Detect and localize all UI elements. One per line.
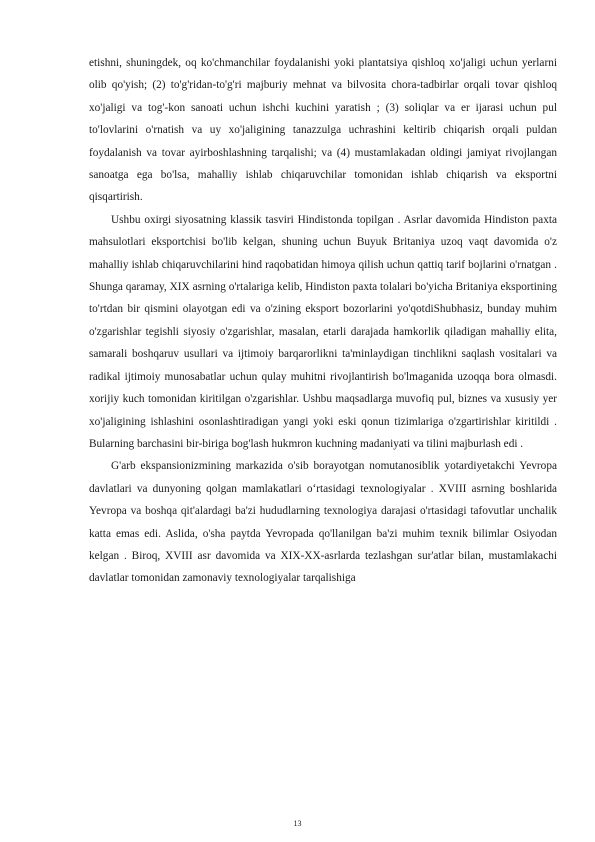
paragraph-western-expansionism: G'arb ekspansionizmining markazida o'sib borayotgan nomutanosiblik yotardiyetakchi Yevropa davlatlari va dunyoning qolgan mamlakatlari o‘rtasidagi texnologiyalar . XVIII asrning boshlarida Yevropa va boshqa qit'alardagi ba'zi hududlarning texnologiya darajasi o'rtasidagi tafovutlar unchalik katta emas edi. Aslida, o'sha paytda Yevropada qo'llanilgan ba'zi muhim texnik bilimlar Osiyodan kelgan . Biroq, XVIII asr davomida va XIX-XX-asrlarda tezlashgan sur'atlar bilan, mustamlakachi davlatlar tomonidan zamonaviy texnologiyalar tarqalishiga	[89, 460, 557, 585]
paragraph-continuation: etishni, shuningdek, oq ko'chmanchilar foydalanishi yoki plantatsiya qishloq xo'jaligi uchun yerlarni olib qo'yish; (2) to'g'ridan-to'g'ri majburiy mehnat va bilvosita chora-tadbirlar orqali tovar qishloq xo'jaligi va tog'-kon sanoati uchun ishchi kuchini yaratish ; (3) soliqlar va er ijarasi uchun pul to'lovlarini o'rnatish va uy xo'jaligining tanazzulga uchrashini keltirib chiqarish orqali puldan foydalanish va tovar ayirboshlashning tarqalishi; va (4) mustamlakadan oldingi jamiyat rivojlangan sanoatga ega bo'lsa, mahalliy ishlab chiqaruvchilar tomonidan ishlab chiqarish va eksportni qisqartirish.	[89, 57, 557, 204]
document-body	[89, 52, 557, 590]
paragraph-india-example: Ushbu oxirgi siyosatning klassik tasviri Hindistonda topilgan . Asrlar davomida Hindiston paxta mahsulotlari eksportchisi bo'lib kelgan, shuning uchun Buyuk Britaniya uzoq vaqt davomida o'z mahalliy ishlab chiqaruvchilarini hind raqobatidan himoya qilish uchun qattiq tarif bojlarini o'rnatgan . Shunga qaramay, XIX asrning o'rtalariga kelib, Hindiston paxta tolalari bo'yicha Britaniya eksportining to'rtdan bir qismini olayotgan edi va o'zining eksport bozorlarini yo'qotdiShubhasiz, bunday muhim o'zgarishlar tegishli siyosiy o'zgarishlar, masalan, etarli darajada hamkorlik qiladigan mahalliy elita, samarali boshqaruv usullari va ijtimoiy barqarorlikni ta'minlaydigan tinchlikni saqlash vositalari va radikal ijtimoiy munosabatlar uchun qulay muhitni rivojlantirish bo'lmaganida uzoqqa bora olmasdi. xorijiy kuch tomonidan kiritilgan o'zgarishlar. Ushbu maqsadlarga muvofiq pul, biznes va xususiy yer xo'jaligining ishlashini osonlashtiradigan yangi yoki eski qonun tizimlariga o'zgartirishlar kiritildi . Bularning barchasini bir-biriga bog'lash hukmron kuchning madaniyati va tilini majburlash edi .	[89, 213, 557, 450]
page-number: 13	[293, 819, 302, 828]
